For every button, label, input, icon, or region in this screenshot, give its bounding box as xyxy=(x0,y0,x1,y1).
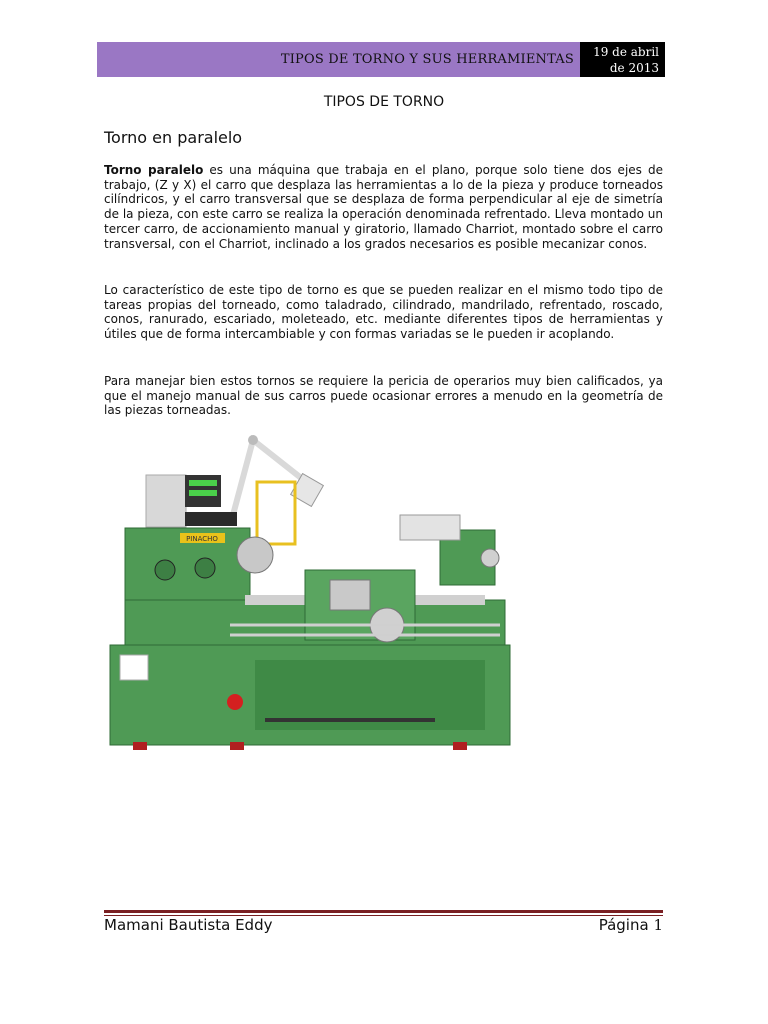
chuck xyxy=(237,537,273,573)
paragraph-1 xyxy=(104,163,663,251)
lamp-joint xyxy=(248,435,258,445)
header-date-line2: de 2013 xyxy=(609,61,659,75)
header-band xyxy=(97,42,580,77)
control-buttons xyxy=(185,512,237,526)
header-date xyxy=(580,42,665,77)
footer-page-number: 1 xyxy=(653,916,663,934)
tool-post xyxy=(330,580,370,610)
document-title: TIPOS DE TORNO xyxy=(323,94,445,110)
readout-panel xyxy=(146,475,186,527)
brand-label: PINACHO xyxy=(186,535,218,543)
section-heading: Torno en paralelo xyxy=(104,128,243,147)
footer-rule xyxy=(104,910,663,913)
paragraph-1-bold-term: Torno paralelo xyxy=(104,163,204,177)
paragraph-3: Para manejar bien estos tornos se requiere la pericia de operarios muy bien calificados, ya que el manejo manual de sus carros puede ocasionar errores a menudo en la geometría de las piezas torneadas. xyxy=(104,374,663,418)
lathe-machine-image xyxy=(105,430,525,760)
paragraph-1-text: es una máquina que trabaja en el plano, porque solo tiene dos ejes de trabajo, (Z y X) el carro que desplaza las herramientas a lo de la pieza y produce torneados cilíndricos, y el carro transversal que se desplaza de forma perpendicular al eje de simetría de la pieza, con este carro se realiza la operación denominada refrentado. Lleva montado un tercer carro, de accionamiento manual y giratorio, llamado Charriot, montado sobre el carro transversal, con el Charriot, inclinado a los grados necesarios es posible mecanizar conos. xyxy=(104,163,664,251)
header-title: TIPOS DE TORNO Y SUS HERRAMIENTAS xyxy=(280,52,574,67)
footer-author: Mamani Bautista Eddy xyxy=(104,916,273,934)
header-date-line1: 19 de abril xyxy=(593,45,659,59)
emergency-stop xyxy=(227,694,243,710)
footer-page xyxy=(599,916,663,934)
paragraph-2: Lo característico de este tipo de torno es que se pueden realizar en el mismo todo tipo de tareas propias del torneado, como taladrado, cilindrado, mandrilado, refrentado, roscado, conos, ranurado, escariado, moleteado, etc. mediante diferentes tipos de herramientas y útiles que de forma intercambiable y con formas variadas se le pueden ir acoplando. xyxy=(104,283,663,342)
lamp-arm xyxy=(233,440,310,515)
footer-page-label: Página xyxy=(598,916,649,934)
tailstock-wheel xyxy=(481,549,499,567)
chuck-guard xyxy=(257,482,295,544)
